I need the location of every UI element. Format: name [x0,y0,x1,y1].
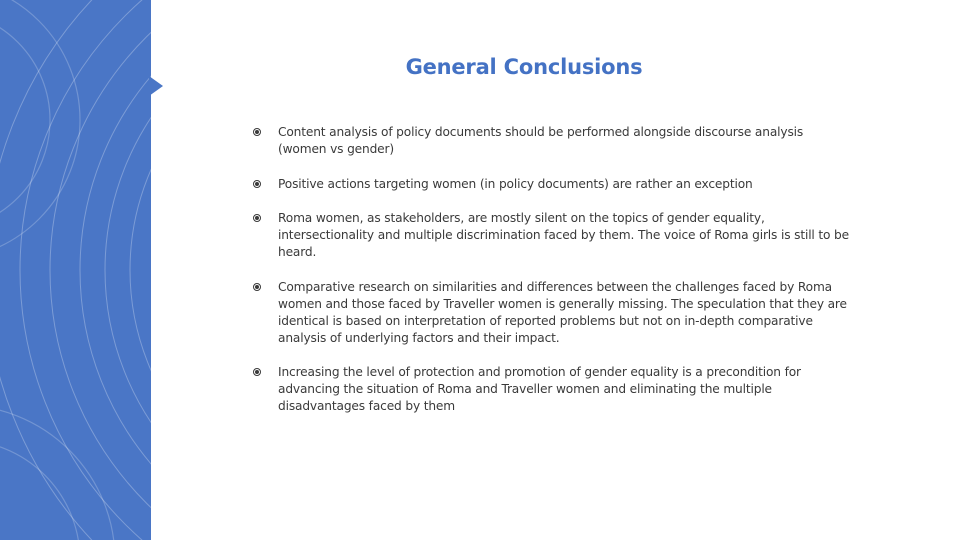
list-item-text: Increasing the level of protection and promotion of gender equality is a precondition for advancing the situation of Roma and Traveller women and eliminating the multiple disadvantages faced by them [278,365,801,413]
list-item-text: Positive actions targeting women (in policy documents) are rather an exception [278,177,753,191]
list-item [253,124,853,158]
list-item [253,279,853,347]
panel-pointer-arrow [149,76,163,96]
list-item-text: Comparative research on similarities and differences between the challenges faced by Roma women and those faced by Traveller women is generally missing. The speculation that they are identical is based on interpretation of reported problems but not on in-depth comparative analysis of underlying factors and their impact. [278,280,847,345]
list-item [253,210,853,261]
slide-title: General Conclusions [405,55,643,79]
bullet-icon [253,283,261,291]
bullet-icon [253,214,261,222]
decorative-side-panel [0,0,151,540]
list-item [253,176,853,193]
decorative-arc-lines [0,0,151,540]
list-item-text: Roma women, as stakeholders, are mostly silent on the topics of gender equality, intersectionality and multiple discrimination faced by them. The voice of Roma girls is still to be heard. [278,211,849,259]
conclusions-list [253,124,853,415]
bullet-icon [253,128,261,136]
list-item [253,364,853,415]
list-item-text: Content analysis of policy documents should be performed alongside discourse analysis (women vs gender) [278,125,804,156]
bullet-icon [253,368,261,376]
bullet-icon [253,180,261,188]
